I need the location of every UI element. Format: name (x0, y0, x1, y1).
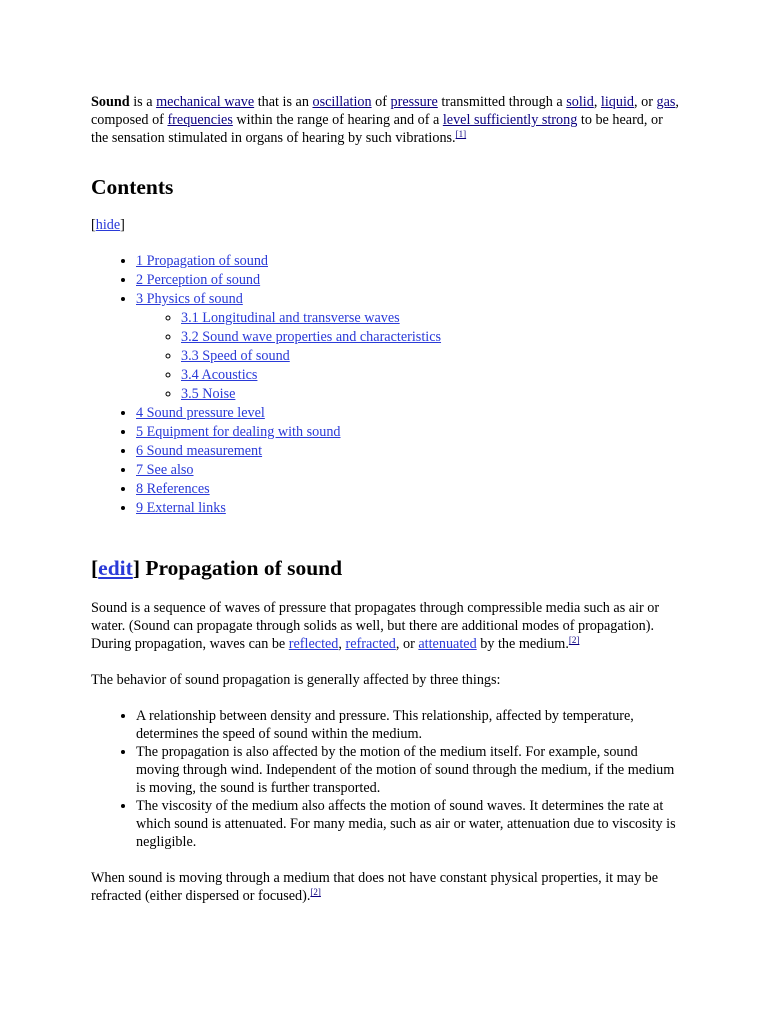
link-reflected[interactable]: reflected (288, 636, 339, 652)
paragraph-text: , or (395, 636, 419, 652)
toc-item (136, 271, 681, 290)
toc-subitem (181, 366, 681, 385)
intro-text: , (593, 94, 601, 110)
link-pressure[interactable]: pressure (390, 94, 438, 110)
link-solid[interactable]: solid (566, 94, 594, 110)
toc-close-bracket: ] (120, 217, 125, 233)
toc-link-noise[interactable]: 3.5 Noise (181, 386, 236, 402)
toc-link-physics[interactable]: 3 Physics of sound (136, 291, 243, 307)
toc-open-bracket: [ (91, 217, 96, 233)
citation-ref-1[interactable]: [1] (455, 129, 467, 139)
propagation-paragraph-1 (91, 599, 681, 653)
section-heading (91, 555, 681, 581)
toc-link-acoustics[interactable]: 3.4 Acoustics (181, 367, 258, 383)
contents-title: Contents (91, 175, 174, 199)
toc-link-measurement[interactable]: 6 Sound measurement (136, 443, 263, 459)
toc-link-propagation[interactable]: 1 Propagation of sound (136, 253, 269, 269)
link-oscillation[interactable]: oscillation (312, 94, 372, 110)
toc-link-pressure-level[interactable]: 4 Sound pressure level (136, 405, 265, 421)
toc-toggle (91, 216, 681, 234)
hide-toc-link[interactable]: hide (95, 217, 121, 233)
paragraph-text: , (338, 636, 346, 652)
paragraph-text: by the medium. (476, 636, 569, 652)
link-mechanical-wave[interactable]: mechanical wave (156, 94, 255, 110)
toc-item (136, 442, 681, 461)
intro-text: is a (129, 94, 157, 110)
intro-text: of (371, 94, 391, 110)
toc-sublist (136, 309, 681, 404)
toc-item (136, 404, 681, 423)
article-content (91, 93, 681, 923)
toc-subitem (181, 385, 681, 404)
toc-link-references[interactable]: 8 References (136, 481, 210, 497)
toc-item (136, 290, 681, 404)
toc-item (136, 252, 681, 271)
list-item: • The viscosity of the medium also affects the motion of sound waves. It determines the rate at which sound is attenuated. For many media, such as air or water, attenuation due to viscosity is negligible. (136, 797, 681, 851)
intro-text: , composed of (91, 94, 679, 128)
intro-paragraph (91, 93, 681, 147)
paragraph-text: Sound is a sequence of waves of pressure that propagates through compressible media such as air or water. (Sound can propagate through solids as well, but there are additional modes of propagation). During propagation, waves can be (91, 600, 660, 652)
list-item: • A relationship between density and pressure. This relationship, affected by temperature, determines the speed of sound within the medium. (136, 707, 681, 743)
propagation-factors-list (91, 707, 681, 851)
citation-ref-2b[interactable]: [2] (310, 887, 321, 897)
list-item: • The propagation is also affected by the motion of the medium itself. For example, sound moving through wind. Independent of the motion of sound through the medium, if the medium is moving, the sound is further transported. (136, 743, 681, 797)
edit-open-bracket: [ (91, 556, 99, 580)
toc-item (136, 499, 681, 518)
paragraph-text: When sound is moving through a medium that does not have constant physical properties, it may be refracted (either dispersed or focused). (91, 870, 658, 904)
edit-link[interactable]: edit (98, 556, 133, 580)
propagation-paragraph-3 (91, 869, 681, 905)
toc-subitem (181, 328, 681, 347)
citation-ref-2[interactable]: [2] (568, 635, 580, 645)
intro-text: transmitted through a (437, 94, 567, 110)
toc-link-speed[interactable]: 3.3 Speed of sound (181, 348, 290, 364)
toc-link-external-links[interactable]: 9 External links (136, 500, 226, 516)
toc-link-equipment[interactable]: 5 Equipment for dealing with sound (136, 424, 341, 440)
toc-item (136, 423, 681, 442)
intro-text: , or (634, 94, 657, 110)
toc-link-see-also[interactable]: 7 See also (136, 462, 194, 478)
link-liquid[interactable]: liquid (600, 94, 635, 110)
intro-term: Sound (91, 94, 130, 110)
link-refracted[interactable]: refracted (345, 636, 396, 652)
toc-link-longitudinal[interactable]: 3.1 Longitudinal and transverse waves (181, 310, 400, 326)
toc-link-wave-properties[interactable]: 3.2 Sound wave properties and characteristics (181, 329, 442, 345)
toc-item (136, 461, 681, 480)
intro-text: that is an (254, 94, 313, 110)
link-level-sufficiently-strong[interactable]: level sufficiently strong (442, 112, 578, 128)
table-of-contents (91, 252, 681, 518)
toc-subitem (181, 309, 681, 328)
intro-text: to be heard, or the sensation stimulated in organs of hearing by such vibrations. (91, 112, 663, 146)
toc-link-perception[interactable]: 2 Perception of sound (136, 272, 261, 288)
link-attenuated[interactable]: attenuated (418, 636, 477, 652)
toc-subitem (181, 347, 681, 366)
propagation-paragraph-2: The behavior of sound propagation is generally affected by three things: (91, 672, 501, 688)
intro-text: within the range of hearing and of a (232, 112, 443, 128)
edit-close-bracket: ] (132, 556, 140, 580)
toc-item (136, 480, 681, 499)
section-title: Propagation of sound (139, 556, 343, 580)
link-frequencies[interactable]: frequencies (167, 112, 233, 128)
link-gas[interactable]: gas (656, 94, 676, 110)
